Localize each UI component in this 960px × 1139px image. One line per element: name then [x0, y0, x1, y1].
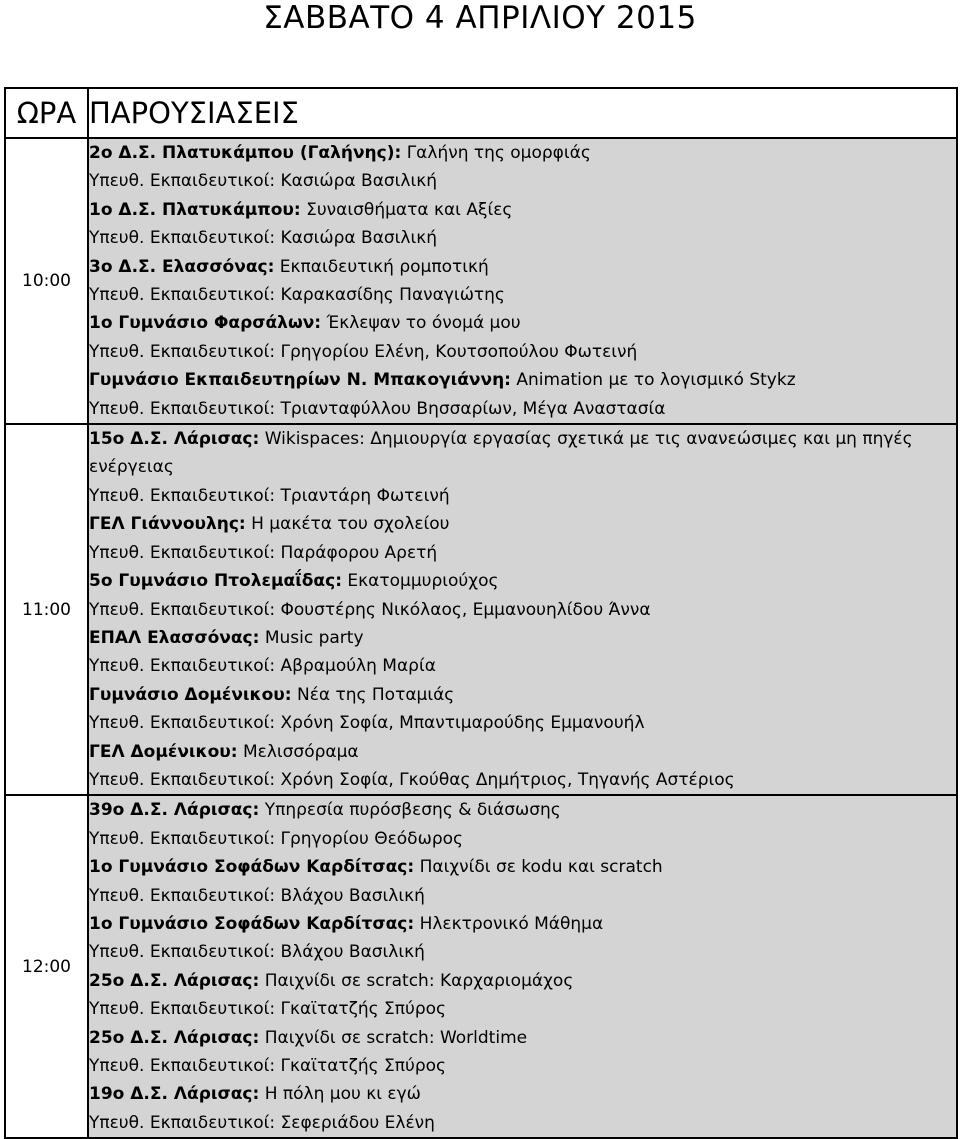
session-time: 12:00 — [5, 795, 88, 1138]
presentation-topic: Μελισσόραμα — [237, 741, 359, 762]
presentations-column-header: ΠΑΡΟΥΣΙΑΣΕΙΣ — [88, 88, 957, 138]
session-row — [5, 795, 957, 1138]
presentation-item — [89, 738, 956, 795]
responsible-teachers: Υπευθ. Εκπαιδευτικοί: Κασιώρα Βασιλική — [89, 228, 438, 249]
session-presentations — [88, 138, 957, 424]
presentation-item — [89, 366, 956, 423]
school-name: 1ο Γυμνάσιο Σοφάδων Καρδίτσας: — [89, 857, 415, 878]
school-name: 25ο Δ.Σ. Λάρισας: — [89, 1027, 260, 1048]
presentation-topic: Εκπαιδευτική ρομποτική — [274, 256, 489, 277]
presentation-item — [89, 567, 956, 624]
presentation-topic: Νέα της Ποταμιάς — [291, 684, 455, 705]
school-name: Γυμνάσιο Εκπαιδευτηρίων Ν. Μπακογιάννη: — [89, 370, 511, 391]
responsible-teachers: Υπευθ. Εκπαιδευτικοί: Χρόνη Σοφία, Μπαντιμαρούδης Εμμανουήλ — [89, 713, 645, 734]
responsible-teachers: Υπευθ. Εκπαιδευτικοί: Γρηγορίου Θεόδωρος — [89, 828, 463, 849]
session-presentations — [88, 795, 957, 1138]
presentation-item — [89, 1080, 956, 1137]
presentation-item — [89, 1024, 956, 1081]
school-name: 25ο Δ.Σ. Λάρισας: — [89, 970, 260, 991]
presentation-topic: Γαλήνη της ομορφιάς — [401, 143, 591, 163]
presentation-item — [89, 139, 956, 196]
presentation-item — [89, 510, 956, 567]
session-row — [5, 138, 957, 424]
school-name: 39ο Δ.Σ. Λάρισας: — [89, 800, 260, 821]
responsible-teachers: Υπευθ. Εκπαιδευτικοί: Βλάχου Βασιλική — [89, 942, 425, 963]
session-row — [5, 424, 957, 795]
presentation-topic: Έκλεψαν το όνομά μου — [321, 313, 521, 334]
time-column-header: ΩΡΑ — [5, 88, 88, 138]
responsible-teachers: Υπευθ. Εκπαιδευτικοί: Φουστέρης Νικόλαος, Εμμανουηλίδου Άννα — [89, 599, 651, 620]
session-time: 11:00 — [5, 424, 88, 795]
presentation-topic: Παιχνίδι σε scratch: Καρχαριομάχος — [259, 970, 574, 991]
school-name: ΓΕΛ Δομένικου: — [89, 741, 238, 762]
school-name: 19ο Δ.Σ. Λάρισας: — [89, 1084, 260, 1105]
session-presentations — [88, 424, 957, 795]
responsible-teachers: Υπευθ. Εκπαιδευτικοί: Τριαντάρη Φωτεινή — [89, 485, 450, 506]
page-title: ΣΑΒΒΑΤΟ 4 ΑΠΡΙΛΙΟΥ 2015 — [263, 0, 697, 36]
presentation-topic: Animation με το λογισμικό Stykz — [510, 370, 796, 391]
school-name: 1ο Δ.Σ. Πλατυκάμπου: — [89, 199, 301, 220]
presentation-item — [89, 796, 956, 853]
presentation-topic: Υπηρεσία πυρόσβεσης & διάσωσης — [259, 800, 561, 821]
presentation-item — [89, 624, 956, 681]
responsible-teachers: Υπευθ. Εκπαιδευτικοί: Παράφορου Αρετή — [89, 542, 438, 563]
presentation-topic: Music party — [259, 627, 364, 648]
responsible-teachers: Υπευθ. Εκπαιδευτικοί: Καρακασίδης Παναγιώτης — [89, 285, 505, 306]
responsible-teachers: Υπευθ. Εκπαιδευτικοί: Γρηγορίου Ελένη, Κουτσοπούλου Φωτεινή — [89, 341, 638, 362]
presentation-item — [89, 853, 956, 910]
presentation-topic: Συναισθήματα και Αξίες — [300, 199, 513, 220]
presentation-item — [89, 196, 956, 253]
school-name: 5ο Γυμνάσιο Πτολεμαΐδας: — [89, 571, 342, 592]
school-name: 15ο Δ.Σ. Λάρισας: — [89, 429, 260, 450]
responsible-teachers: Υπευθ. Εκπαιδευτικοί: Βλάχου Βασιλική — [89, 885, 425, 906]
responsible-teachers: Υπευθ. Εκπαιδευτικοί: Γκαϊτατζής Σπύρος — [89, 1056, 447, 1076]
school-name: ΕΠΑΛ Ελασσόνας: — [89, 627, 260, 648]
header-row — [5, 88, 957, 138]
school-name: Γυμνάσιο Δομένικου: — [89, 684, 292, 705]
schedule-table — [4, 87, 958, 1139]
presentation-item — [89, 967, 956, 1024]
presentation-topic: Εκατομμυριούχος — [342, 571, 499, 592]
school-name: 3ο Δ.Σ. Ελασσόνας: — [89, 256, 275, 277]
presentation-topic: Παιχνίδι σε kodu και scratch — [414, 857, 663, 878]
responsible-teachers: Υπευθ. Εκπαιδευτικοί: Τριανταφύλλου Βησσαρίων, Μέγα Αναστασία — [89, 398, 666, 419]
presentation-item — [89, 910, 956, 967]
responsible-teachers: Υπευθ. Εκπαιδευτικοί: Γκαϊτατζής Σπύρος — [89, 999, 447, 1020]
school-name: ΓΕΛ Γιάννουλης: — [89, 514, 246, 535]
school-name: 1ο Γυμνάσιο Φαρσάλων: — [89, 313, 322, 334]
school-name: 2ο Δ.Σ. Πλατυκάμπου (Γαλήνης): — [89, 143, 402, 163]
presentation-topic: Η πόλη μου κι εγώ — [259, 1084, 421, 1105]
session-time: 10:00 — [5, 138, 88, 424]
presentation-topic: Η μακέτα του σχολείου — [245, 514, 450, 535]
sessions-body — [5, 138, 957, 1138]
presentation-item — [89, 309, 956, 366]
presentation-topic: Ηλεκτρονικό Μάθημα — [414, 913, 604, 934]
responsible-teachers: Υπευθ. Εκπαιδευτικοί: Χρόνη Σοφία, Γκούθας Δημήτριος, Τηγανής Αστέριος — [89, 769, 735, 790]
presentation-topic: Wikispaces: Δημιουργία εργασίας σχετικά με τις ανανεώσιμες και μη πηγές ενέργειας — [89, 429, 913, 478]
presentation-item — [89, 425, 956, 510]
responsible-teachers: Υπευθ. Εκπαιδευτικοί: Αβραμούλη Μαρία — [89, 656, 436, 677]
presentation-item — [89, 681, 956, 738]
responsible-teachers: Υπευθ. Εκπαιδευτικοί: Σεφεριάδου Ελένη — [89, 1112, 435, 1133]
school-name: 1ο Γυμνάσιο Σοφάδων Καρδίτσας: — [89, 913, 415, 934]
presentation-item — [89, 253, 956, 310]
responsible-teachers: Υπευθ. Εκπαιδευτικοί: Κασιώρα Βασιλική — [89, 171, 438, 192]
presentation-topic: Παιχνίδι σε scratch: Worldtime — [259, 1027, 528, 1048]
